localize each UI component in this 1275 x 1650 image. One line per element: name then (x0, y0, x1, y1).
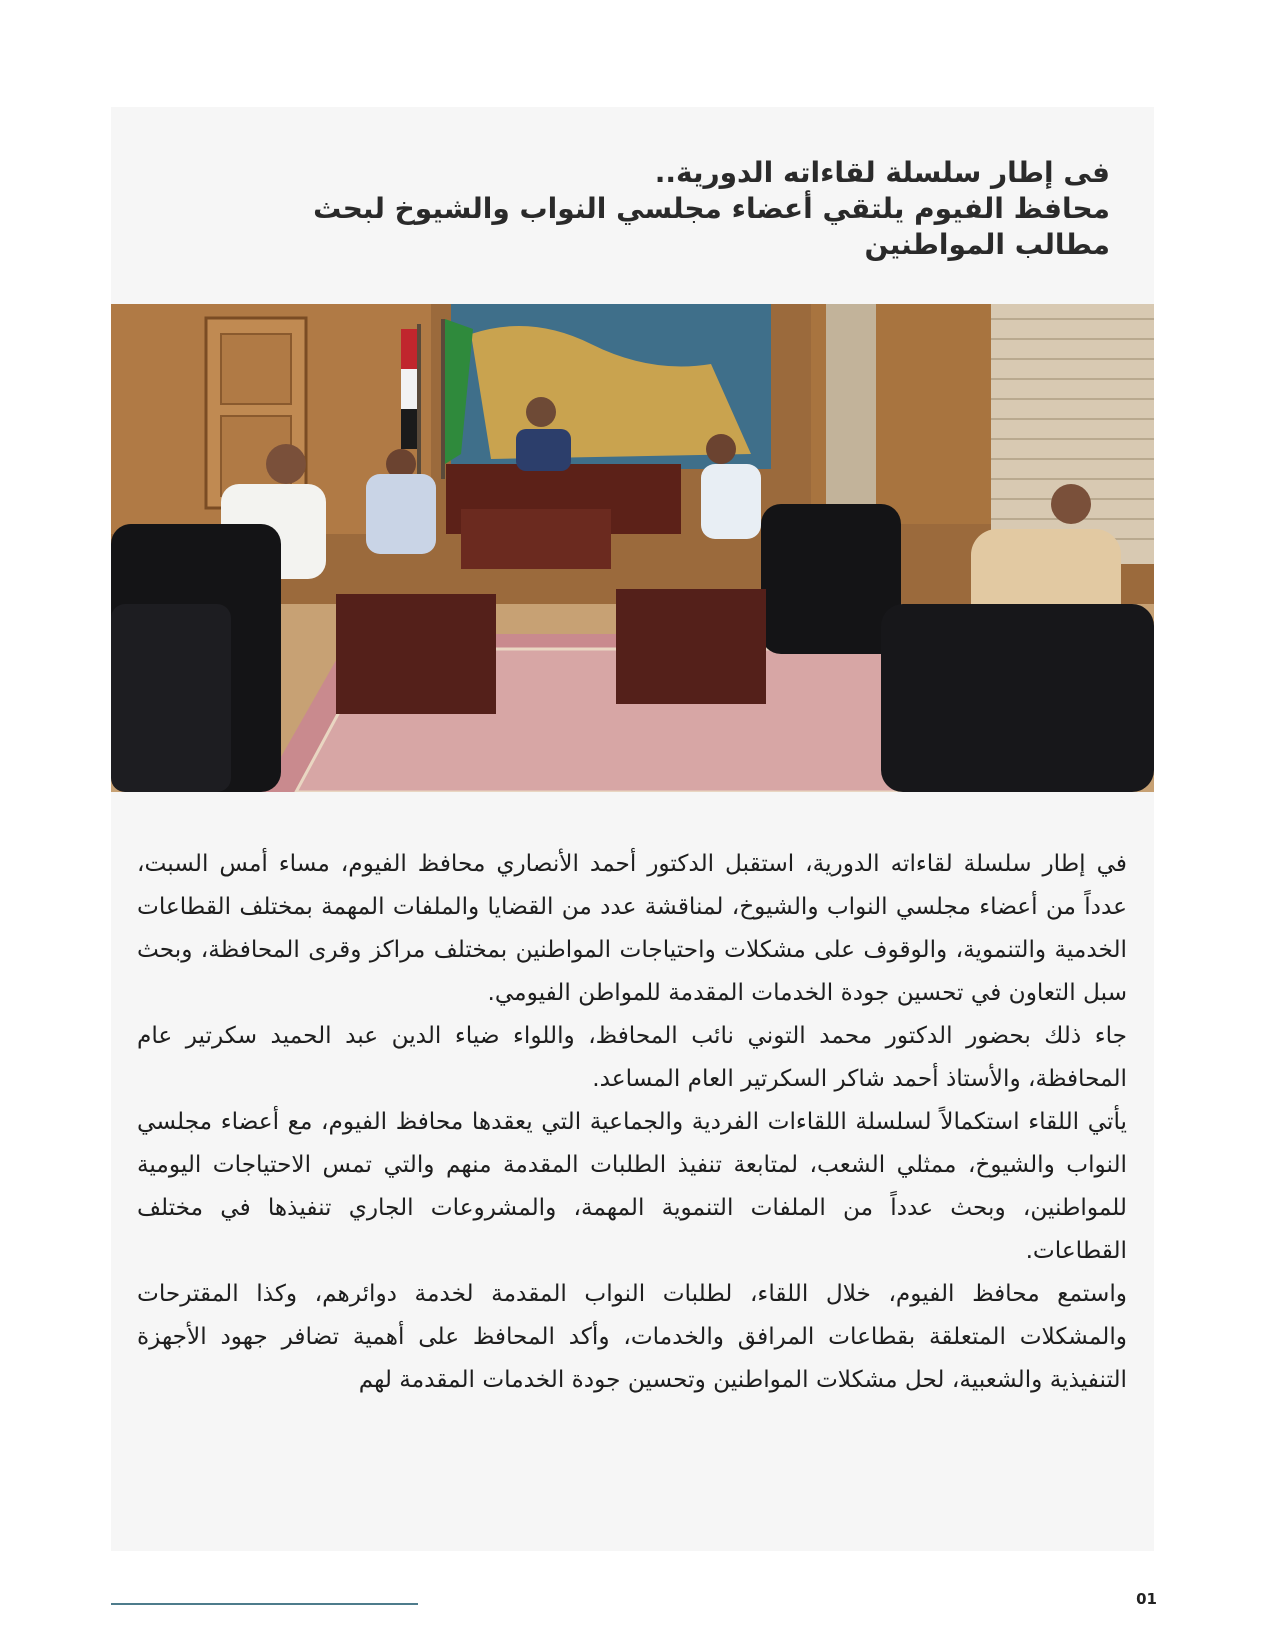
article-card (111, 107, 1154, 1551)
page-number: 01 (1136, 1590, 1157, 1608)
body-paragraph-2: جاء ذلك بحضور الدكتور محمد التوني نائب المحافظ، واللواء ضياء الدين عبد الحميد سكرتير عام المحافظة، والأستاذ أحمد شاكر السكرتير العام المساعد. (137, 1022, 1127, 1092)
footer-divider (111, 1603, 418, 1605)
body-paragraph-3: يأتي اللقاء استكمالاً لسلسلة اللقاءات الفردية والجماعية التي يعقدها محافظ الفيوم، مع أعضاء مجلسي النواب والشيوخ، ممثلي الشعب، لمتابعة تنفيذ الطلبات المقدمة منهم والتي تمس الاحتياجات اليومية للمواطنين، وبحث عدداً من الملفات التنموية المهمة، والمشروعات الجاري تنفيذها في مختلف القطاعات. (137, 1108, 1127, 1264)
body-paragraph-1: في إطار سلسلة لقاءاته الدورية، استقبل الدكتور أحمد الأنصاري محافظ الفيوم، مساء أمس السبت، عدداً من أعضاء مجلسي النواب والشيوخ، لمناقشة عدد من القضايا والملفات المهمة بمختلف القطاعات الخدمية والتنموية، والوقوف على مشكلات واحتياجات المواطنين بمختلف مراكز وقرى المحافظة، وبحث سبل التعاون في تحسين جودة الخدمات المقدمة للمواطن الفيومي. (137, 850, 1127, 1006)
article-body (137, 842, 1127, 1401)
headline-line-2: محافظ الفيوم يلتقي أعضاء مجلسي النواب والشيوخ لبحث (313, 192, 1110, 225)
headline-line-1: فى إطار سلسلة لقاءاته الدورية.. (654, 156, 1110, 189)
headline-line-3: مطالب المواطنين (864, 228, 1110, 261)
body-paragraph-4: واستمع محافظ الفيوم، خلال اللقاء، لطلبات النواب المقدمة لخدمة دوائرهم، وكذا المقترحات والمشكلات المتعلقة بقطاعات المرافق والخدمات، وأكد المحافظ على أهمية تضافر جهود الأجهزة التنفيذية والشعبية، لحل مشكلات المواطنين وتحسين جودة الخدمات المقدمة لهم (137, 1280, 1127, 1393)
meeting-photo (111, 304, 1154, 792)
article-headline (150, 155, 1110, 263)
